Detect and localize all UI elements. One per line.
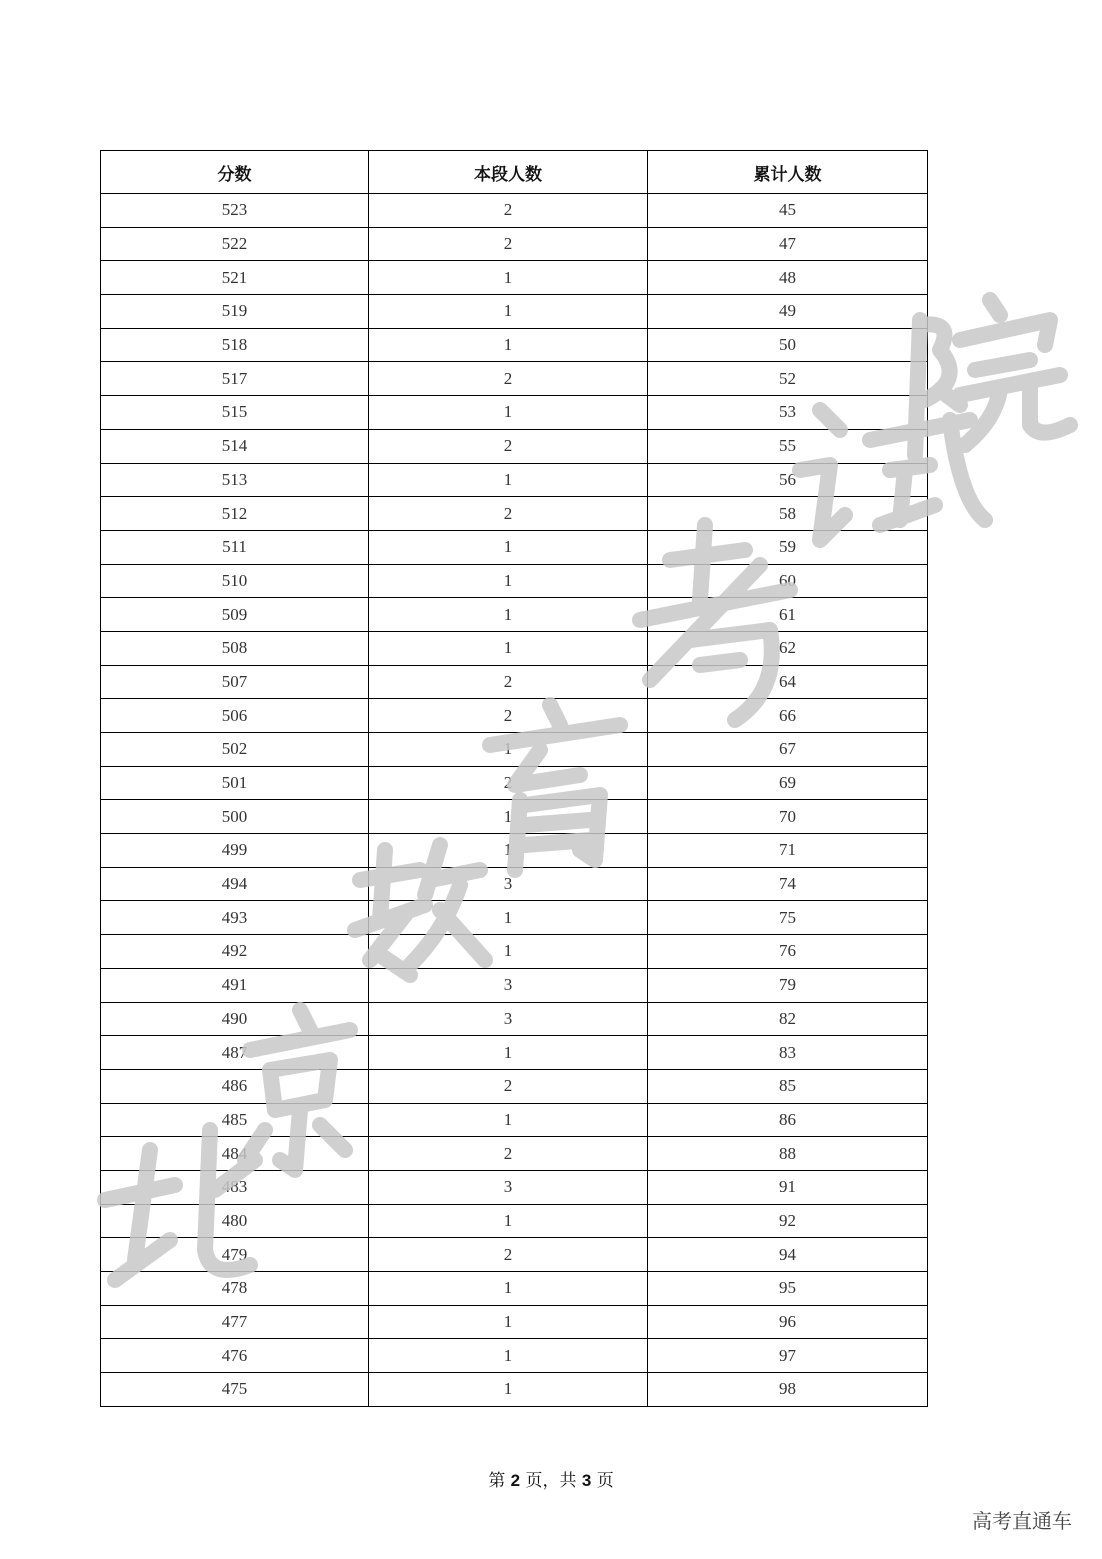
table-row bbox=[101, 1238, 928, 1272]
score-cell: 490 bbox=[101, 1002, 369, 1036]
table-row bbox=[101, 733, 928, 767]
segment-count-cell: 2 bbox=[369, 665, 648, 699]
score-cell: 485 bbox=[101, 1103, 369, 1137]
score-cell: 494 bbox=[101, 867, 369, 901]
score-cell: 515 bbox=[101, 396, 369, 430]
segment-count-cell: 1 bbox=[369, 935, 648, 969]
cumulative-count-cell: 88 bbox=[648, 1137, 928, 1171]
table-row bbox=[101, 1339, 928, 1373]
score-cell: 491 bbox=[101, 968, 369, 1002]
table-row bbox=[101, 1170, 928, 1204]
table-row bbox=[101, 800, 928, 834]
table-row bbox=[101, 935, 928, 969]
segment-count-cell: 1 bbox=[369, 1305, 648, 1339]
segment-count-cell: 1 bbox=[369, 1036, 648, 1070]
score-cell: 502 bbox=[101, 733, 369, 767]
score-cell: 518 bbox=[101, 328, 369, 362]
brand-tag: 高考直通车 bbox=[972, 1509, 1072, 1533]
score-cell: 514 bbox=[101, 429, 369, 463]
score-cell: 509 bbox=[101, 598, 369, 632]
table-row bbox=[101, 396, 928, 430]
segment-count-cell: 1 bbox=[369, 1272, 648, 1306]
table-row bbox=[101, 194, 928, 228]
score-cell: 487 bbox=[101, 1036, 369, 1070]
cumulative-count-cell: 71 bbox=[648, 834, 928, 868]
score-cell: 523 bbox=[101, 194, 369, 228]
score-cell: 519 bbox=[101, 295, 369, 329]
segment-count-cell: 1 bbox=[369, 1373, 648, 1407]
segment-count-cell: 2 bbox=[369, 1069, 648, 1103]
cumulative-count-cell: 98 bbox=[648, 1373, 928, 1407]
cumulative-count-cell: 52 bbox=[648, 362, 928, 396]
score-cell: 512 bbox=[101, 497, 369, 531]
segment-count-cell: 3 bbox=[369, 1002, 648, 1036]
score-cell: 513 bbox=[101, 463, 369, 497]
score-cell: 477 bbox=[101, 1305, 369, 1339]
score-cell: 522 bbox=[101, 227, 369, 261]
cumulative-count-cell: 92 bbox=[648, 1204, 928, 1238]
cumulative-count-cell: 64 bbox=[648, 665, 928, 699]
table-row bbox=[101, 463, 928, 497]
cumulative-count-cell: 58 bbox=[648, 497, 928, 531]
score-cell: 517 bbox=[101, 362, 369, 396]
cumulative-count-cell: 69 bbox=[648, 766, 928, 800]
segment-count-cell: 1 bbox=[369, 328, 648, 362]
table-row bbox=[101, 699, 928, 733]
segment-count-cell: 2 bbox=[369, 1238, 648, 1272]
table-row bbox=[101, 867, 928, 901]
segment-count-cell: 1 bbox=[369, 1103, 648, 1137]
cumulative-count-cell: 45 bbox=[648, 194, 928, 228]
cumulative-count-cell: 53 bbox=[648, 396, 928, 430]
cumulative-count-cell: 75 bbox=[648, 901, 928, 935]
segment-count-cell: 1 bbox=[369, 396, 648, 430]
segment-count-cell: 2 bbox=[369, 766, 648, 800]
segment-count-cell: 3 bbox=[369, 1170, 648, 1204]
cumulative-count-cell: 79 bbox=[648, 968, 928, 1002]
table-row bbox=[101, 362, 928, 396]
cumulative-count-cell: 96 bbox=[648, 1305, 928, 1339]
table-row bbox=[101, 429, 928, 463]
score-cell: 508 bbox=[101, 631, 369, 665]
segment-count-cell: 1 bbox=[369, 295, 648, 329]
table-row bbox=[101, 227, 928, 261]
score-distribution-table bbox=[100, 150, 928, 1407]
header-segment-count: 本段人数 bbox=[369, 151, 648, 194]
cumulative-count-cell: 83 bbox=[648, 1036, 928, 1070]
segment-count-cell: 2 bbox=[369, 1137, 648, 1171]
cumulative-count-cell: 62 bbox=[648, 631, 928, 665]
segment-count-cell: 1 bbox=[369, 631, 648, 665]
cumulative-count-cell: 85 bbox=[648, 1069, 928, 1103]
footer-suffix: 页 bbox=[596, 1471, 614, 1491]
segment-count-cell: 1 bbox=[369, 1204, 648, 1238]
table-row bbox=[101, 834, 928, 868]
table-row bbox=[101, 497, 928, 531]
segment-count-cell: 1 bbox=[369, 564, 648, 598]
table-row bbox=[101, 631, 928, 665]
cumulative-count-cell: 91 bbox=[648, 1170, 928, 1204]
table-row bbox=[101, 564, 928, 598]
cumulative-count-cell: 94 bbox=[648, 1238, 928, 1272]
cumulative-count-cell: 50 bbox=[648, 328, 928, 362]
footer-total-pages: 3 bbox=[581, 1471, 592, 1490]
segment-count-cell: 3 bbox=[369, 867, 648, 901]
score-cell: 506 bbox=[101, 699, 369, 733]
table-row bbox=[101, 1103, 928, 1137]
score-cell: 499 bbox=[101, 834, 369, 868]
segment-count-cell: 2 bbox=[369, 699, 648, 733]
cumulative-count-cell: 47 bbox=[648, 227, 928, 261]
cumulative-count-cell: 61 bbox=[648, 598, 928, 632]
table-row bbox=[101, 968, 928, 1002]
cumulative-count-cell: 49 bbox=[648, 295, 928, 329]
segment-count-cell: 2 bbox=[369, 429, 648, 463]
cumulative-count-cell: 76 bbox=[648, 935, 928, 969]
score-cell: 476 bbox=[101, 1339, 369, 1373]
table-row bbox=[101, 295, 928, 329]
cumulative-count-cell: 59 bbox=[648, 530, 928, 564]
segment-count-cell: 1 bbox=[369, 834, 648, 868]
cumulative-count-cell: 55 bbox=[648, 429, 928, 463]
cumulative-count-cell: 74 bbox=[648, 867, 928, 901]
table-row bbox=[101, 1002, 928, 1036]
table-body bbox=[101, 194, 928, 1407]
score-cell: 507 bbox=[101, 665, 369, 699]
cumulative-count-cell: 82 bbox=[648, 1002, 928, 1036]
score-cell: 478 bbox=[101, 1272, 369, 1306]
header-score: 分数 bbox=[101, 151, 369, 194]
segment-count-cell: 1 bbox=[369, 1339, 648, 1373]
score-cell: 475 bbox=[101, 1373, 369, 1407]
score-cell: 479 bbox=[101, 1238, 369, 1272]
footer-prefix: 第 bbox=[488, 1471, 506, 1491]
table-row bbox=[101, 530, 928, 564]
segment-count-cell: 1 bbox=[369, 530, 648, 564]
footer-middle: 页，共 bbox=[525, 1471, 577, 1491]
cumulative-count-cell: 97 bbox=[648, 1339, 928, 1373]
table-row bbox=[101, 1069, 928, 1103]
segment-count-cell: 1 bbox=[369, 261, 648, 295]
score-cell: 493 bbox=[101, 901, 369, 935]
page-number-footer bbox=[0, 1466, 1102, 1491]
header-cumulative-count: 累计人数 bbox=[648, 151, 928, 194]
segment-count-cell: 3 bbox=[369, 968, 648, 1002]
segment-count-cell: 2 bbox=[369, 194, 648, 228]
table-row bbox=[101, 1305, 928, 1339]
cumulative-count-cell: 56 bbox=[648, 463, 928, 497]
segment-count-cell: 2 bbox=[369, 362, 648, 396]
score-cell: 510 bbox=[101, 564, 369, 598]
table-row bbox=[101, 766, 928, 800]
segment-count-cell: 1 bbox=[369, 463, 648, 497]
cumulative-count-cell: 60 bbox=[648, 564, 928, 598]
cumulative-count-cell: 95 bbox=[648, 1272, 928, 1306]
table-row bbox=[101, 1036, 928, 1070]
segment-count-cell: 2 bbox=[369, 497, 648, 531]
footer-current-page: 2 bbox=[510, 1471, 521, 1490]
table-row bbox=[101, 901, 928, 935]
score-cell: 486 bbox=[101, 1069, 369, 1103]
segment-count-cell: 1 bbox=[369, 733, 648, 767]
table-header-row bbox=[101, 151, 928, 194]
score-cell: 480 bbox=[101, 1204, 369, 1238]
score-cell: 492 bbox=[101, 935, 369, 969]
table-row bbox=[101, 1204, 928, 1238]
cumulative-count-cell: 67 bbox=[648, 733, 928, 767]
table-row bbox=[101, 328, 928, 362]
score-cell: 501 bbox=[101, 766, 369, 800]
score-cell: 521 bbox=[101, 261, 369, 295]
score-cell: 511 bbox=[101, 530, 369, 564]
segment-count-cell: 1 bbox=[369, 598, 648, 632]
cumulative-count-cell: 86 bbox=[648, 1103, 928, 1137]
segment-count-cell: 2 bbox=[369, 227, 648, 261]
cumulative-count-cell: 48 bbox=[648, 261, 928, 295]
segment-count-cell: 1 bbox=[369, 800, 648, 834]
table-row bbox=[101, 1272, 928, 1306]
score-cell: 483 bbox=[101, 1170, 369, 1204]
table-row bbox=[101, 598, 928, 632]
score-cell: 500 bbox=[101, 800, 369, 834]
cumulative-count-cell: 66 bbox=[648, 699, 928, 733]
table-row bbox=[101, 665, 928, 699]
segment-count-cell: 1 bbox=[369, 901, 648, 935]
table-row bbox=[101, 1137, 928, 1171]
score-cell: 484 bbox=[101, 1137, 369, 1171]
cumulative-count-cell: 70 bbox=[648, 800, 928, 834]
table-row bbox=[101, 261, 928, 295]
table-row bbox=[101, 1373, 928, 1407]
